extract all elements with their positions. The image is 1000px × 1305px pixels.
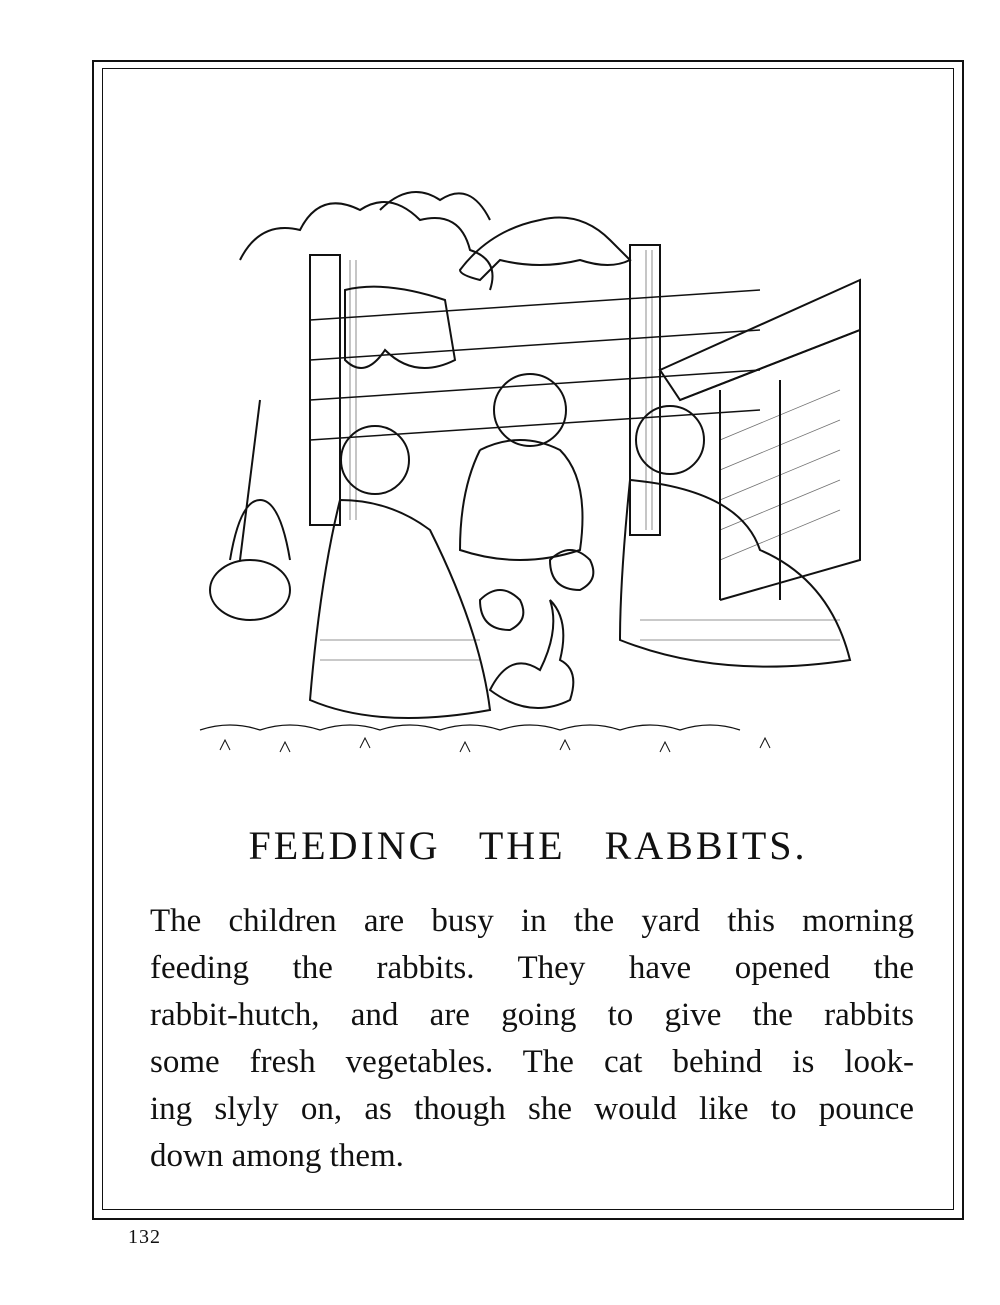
foliage bbox=[240, 202, 493, 290]
body-line: The children are busy in the yard this morning bbox=[150, 903, 914, 939]
body-line: rabbit-hutch, and are going to give the rabbits bbox=[150, 997, 914, 1033]
page-title: FEEDING THE RABBITS. bbox=[248, 823, 808, 868]
body-paragraph bbox=[150, 898, 914, 1180]
rabbit-hutch bbox=[660, 280, 860, 600]
body-line: down among them. bbox=[150, 1138, 404, 1174]
body-line: some fresh vegetables. The cat behind is look- bbox=[150, 1044, 914, 1080]
ground-grass bbox=[200, 725, 740, 730]
rabbit bbox=[490, 600, 573, 708]
broom bbox=[230, 400, 290, 560]
fence-post-right bbox=[630, 245, 660, 535]
body-line: feeding the rabbits. They have opened the bbox=[150, 950, 914, 986]
fence-post-left bbox=[310, 255, 340, 525]
body-line: ing slyly on, as though she would like to pounce bbox=[150, 1091, 914, 1127]
basket bbox=[210, 560, 290, 620]
illustration-engraving bbox=[160, 140, 880, 780]
fence bbox=[310, 290, 760, 440]
cat bbox=[460, 218, 630, 281]
cloth bbox=[345, 287, 455, 368]
page-number: 132 bbox=[128, 1226, 161, 1248]
